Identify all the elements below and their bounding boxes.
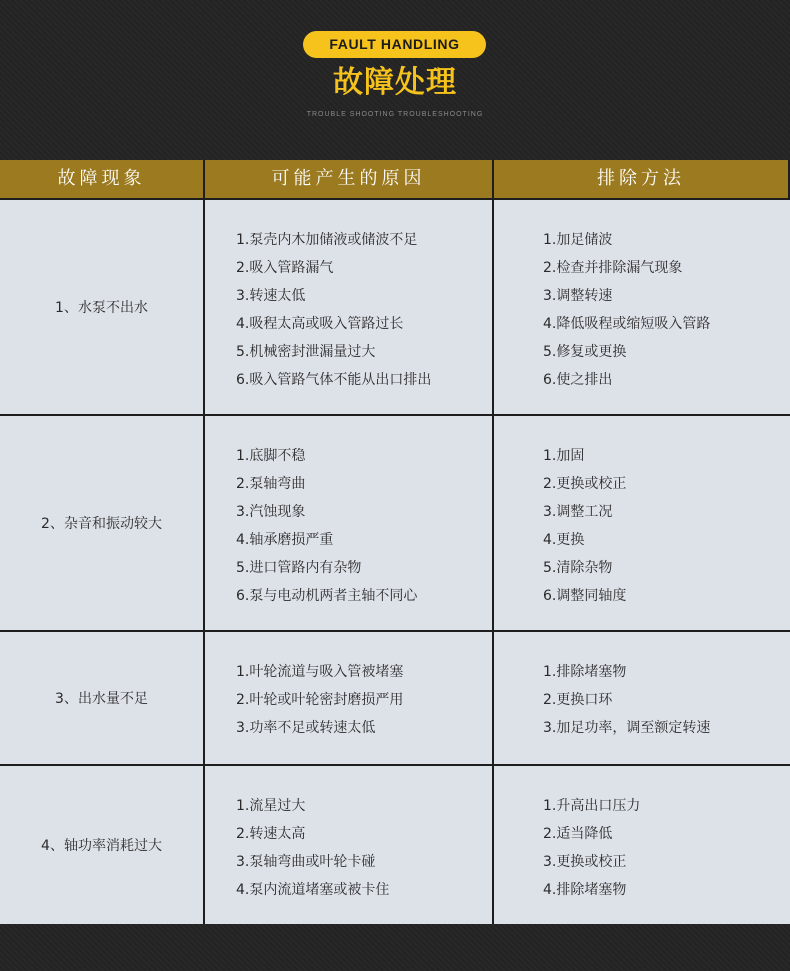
fault-cell — [0, 416, 205, 630]
cause-item: 5.机械密封泄漏量过大 — [236, 344, 376, 360]
cause-item: 5.进口管路内有杂物 — [236, 560, 362, 576]
cause-item: 4.轴承磨损严重 — [236, 532, 334, 548]
fault-label: 2、杂音和振动较大 — [41, 516, 162, 532]
solution-item: 5.清除杂物 — [543, 560, 613, 576]
fault-label: 1、水泵不出水 — [55, 300, 148, 316]
solution-item: 3.加足功率，调至额定转速 — [543, 720, 711, 736]
cause-item: 3.功率不足或转速太低 — [236, 720, 376, 736]
cause-item: 6.吸入管路气体不能从出口排出 — [236, 372, 432, 388]
solution-item: 2.适当降低 — [543, 826, 613, 842]
column-header-solutions: 排除方法 — [494, 160, 790, 198]
cause-item: 2.吸入管路漏气 — [236, 260, 334, 276]
solution-item: 2.更换或校正 — [543, 476, 627, 492]
cause-item: 3.汽蚀现象 — [236, 504, 306, 520]
cause-item: 3.转速太低 — [236, 288, 306, 304]
solution-item: 3.调整工况 — [543, 504, 613, 520]
solutions-cell — [494, 416, 790, 630]
solution-item: 4.降低吸程或缩短吸入管路 — [543, 316, 711, 332]
solutions-cell — [494, 200, 790, 414]
solution-item: 1.加足储波 — [543, 232, 613, 248]
fault-handling-badge: FAULT HANDLING — [303, 31, 486, 58]
fault-label: 4、轴功率消耗过大 — [41, 838, 162, 854]
cause-item: 2.泵轴弯曲 — [236, 476, 306, 492]
causes-cell — [205, 416, 494, 630]
solution-item: 2.检查并排除漏气现象 — [543, 260, 683, 276]
solution-item: 2.更换口环 — [543, 692, 613, 708]
cause-item: 4.吸程太高或吸入管路过长 — [236, 316, 404, 332]
cause-item: 3.泵轴弯曲或叶轮卡碰 — [236, 854, 376, 870]
page-subtitle: TROUBLE SHOOTING TROUBLESHOOTING — [306, 111, 484, 118]
page-title: 故障处理 — [333, 65, 457, 100]
cause-item: 6.泵与电动机两者主轴不同心 — [236, 588, 418, 604]
cause-item: 1.底脚不稳 — [236, 448, 306, 464]
solution-item: 1.排除堵塞物 — [543, 664, 627, 680]
causes-cell — [205, 766, 494, 924]
cause-item: 2.转速太高 — [236, 826, 306, 842]
cause-item: 1.泵壳内木加储液或储波不足 — [236, 232, 418, 248]
cause-item: 1.叶轮流道与吸入管被堵塞 — [236, 664, 404, 680]
fault-cell — [0, 766, 205, 924]
page-header — [0, 0, 790, 160]
cause-item: 1.流星过大 — [236, 798, 306, 814]
solution-item: 5.修复或更换 — [543, 344, 627, 360]
solution-item: 4.排除堵塞物 — [543, 882, 627, 898]
solutions-cell — [494, 766, 790, 924]
column-header-fault: 故障现象 — [0, 160, 205, 198]
fault-cell — [0, 632, 205, 764]
solution-item: 6.使之排出 — [543, 372, 613, 388]
solution-item: 3.调整转速 — [543, 288, 613, 304]
column-header-causes: 可能产生的原因 — [205, 160, 494, 198]
causes-cell — [205, 632, 494, 764]
solution-item: 1.升高出口压力 — [543, 798, 641, 814]
causes-cell — [205, 200, 494, 414]
cause-item: 4.泵内流道堵塞或被卡住 — [236, 882, 390, 898]
cause-item: 2.叶轮或叶轮密封磨损严用 — [236, 692, 404, 708]
fault-label: 3、出水量不足 — [55, 691, 148, 707]
solution-item: 1.加固 — [543, 448, 585, 464]
solution-item: 4.更换 — [543, 532, 585, 548]
solution-item: 6.调整同轴度 — [543, 588, 627, 604]
solution-item: 3.更换或校正 — [543, 854, 627, 870]
fault-table — [0, 160, 790, 924]
fault-cell — [0, 200, 205, 414]
solutions-cell — [494, 632, 790, 764]
